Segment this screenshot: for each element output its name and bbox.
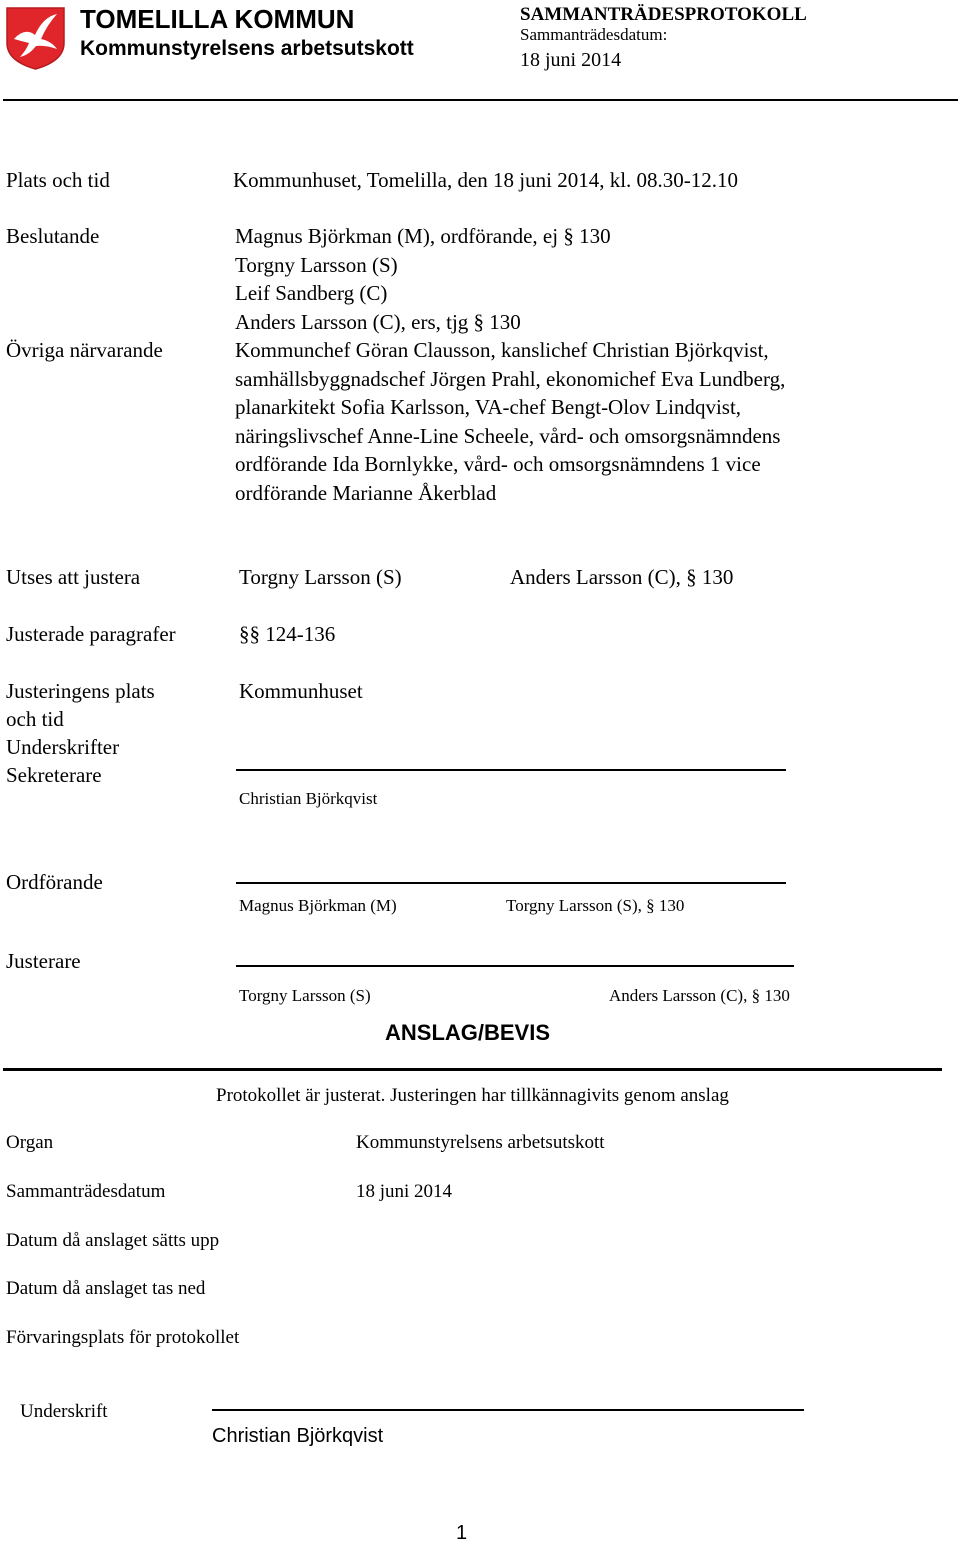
decider-2: Torgny Larsson (S) [235,252,398,277]
header-divider [3,99,958,101]
chair-label: Ordförande [6,870,103,894]
secretary-signature-line [236,769,786,771]
adjust-place-label-line-2: och tid [6,707,64,731]
page-number: 1 [456,1522,468,1544]
committee-name: Kommunstyrelsens arbetsutskott [80,37,414,60]
posted-date-label: Datum då anslaget sätts upp [6,1230,220,1251]
utses-adjuster-1: Torgny Larsson (S) [239,565,402,589]
notice-title: ANSLAG/BEVIS [385,1020,551,1045]
notice-signature-name: Christian Björkqvist [212,1425,384,1447]
chair-name-1: Magnus Björkman (M) [239,896,397,915]
organ-value: Kommunstyrelsens arbetsutskott [356,1132,605,1153]
others-list [235,336,785,507]
others-label: Övriga närvarande [6,338,163,362]
storage-label: Förvaringsplats för protokollet [6,1327,240,1348]
adjuster-name-2: Anders Larsson (C), § 130 [609,986,790,1005]
org-name: TOMELILLA KOMMUN [80,4,355,34]
others-line-2: samhällsbyggnadschef Jörgen Prahl, ekonomichef Eva Lundberg, [235,366,786,391]
adjust-place-value: Kommunhuset [239,679,363,703]
chair-signature-line [236,882,786,884]
others-line-3: planarkitekt Sofia Karlsson, VA-chef Bengt-Olov Lindqvist, [235,395,742,419]
others-line-1: Kommunchef Göran Clausson, kanslichef Christian Björkqvist, [235,338,769,362]
adjust-place-label-line-1: Justeringens plats [6,679,155,703]
others-line-6: ordförande Marianne Åkerblad [235,480,497,505]
meeting-date: 18 juni 2014 [520,49,622,71]
notice-divider [3,1068,942,1071]
deciders-list [235,222,611,336]
deciders-label: Beslutande [6,224,100,248]
place-label: Plats och tid [6,168,110,192]
paragraphs-value: §§ 124-136 [239,622,336,646]
place-value: Kommunhuset, Tomelilla, den 18 juni 2014, kl. 08.30-12.10 [233,168,739,192]
notice-signature-line [212,1409,804,1411]
decider-1: Magnus Björkman (M), ordförande, ej § 130 [235,224,611,248]
notice-statement: Protokollet är justerat. Justeringen har tillkännagivits genom anslag [216,1085,729,1106]
adjust-place-label [6,677,155,789]
notice-date-value: 18 juni 2014 [356,1181,453,1202]
utses-label: Utses att justera [6,565,141,589]
signature-label: Underskrift [20,1401,108,1422]
decider-3: Leif Sandberg (C) [235,281,388,305]
secretary-name: Christian Björkqvist [239,789,378,808]
others-line-4: näringslivschef Anne-Line Scheele, vård- och omsorgsnämndens [235,423,781,448]
adjuster-name-1: Torgny Larsson (S) [239,986,371,1005]
meeting-date-label: Sammanträdesdatum: [520,25,668,44]
removed-date-label: Datum då anslaget tas ned [6,1278,206,1299]
secretary-label: Sekreterare [6,763,102,787]
paragraphs-label: Justerade paragrafer [6,622,176,646]
organ-label: Organ [6,1132,54,1153]
chair-name-2: Torgny Larsson (S), § 130 [506,896,685,915]
utses-adjuster-2: Anders Larsson (C), § 130 [510,565,734,589]
adjusters-signature-line [236,965,794,967]
municipality-logo [5,5,66,71]
notice-date-label: Sammanträdesdatum [6,1181,166,1202]
decider-4: Anders Larsson (C), ers, tjg § 130 [235,309,521,334]
document-type: SAMMANTRÄDESPROTOKOLL [520,4,807,25]
others-line-5: ordförande Ida Bornlykke, vård- och omsorgsnämndens 1 vice [235,452,761,476]
adjusters-label: Justerare [6,949,81,973]
signatures-label: Underskrifter [6,735,120,759]
